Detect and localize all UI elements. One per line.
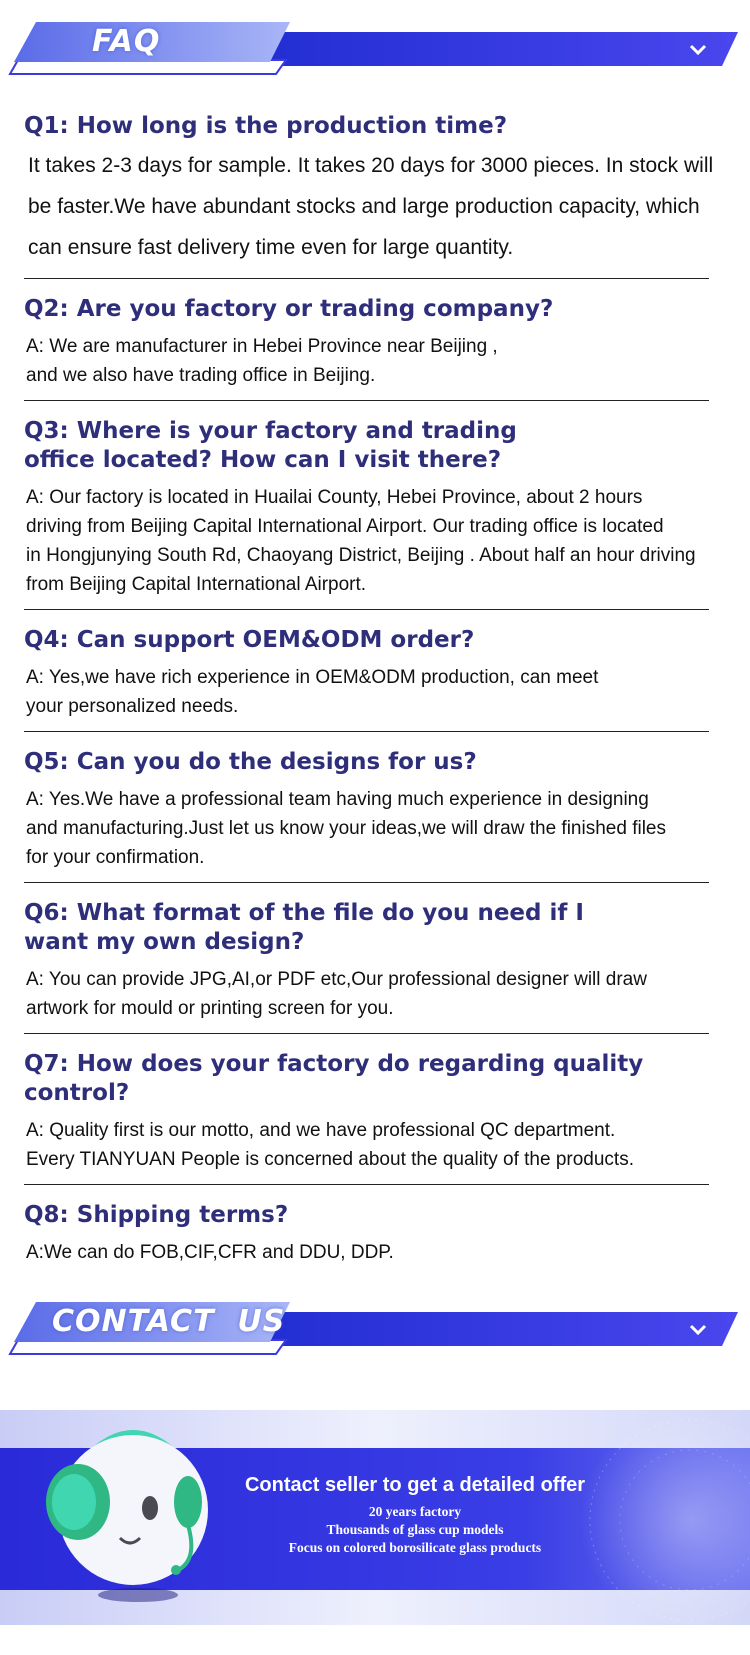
faq-list [24, 112, 714, 1267]
faq-answer-4: A: Yes,we have rich experience in OEM&ODM production, can meet your personalized needs. [26, 667, 599, 717]
contact-panel-line-1: 20 years factory [368, 1504, 462, 1519]
faq-question-3: Q3: Where is your factory and trading office located? How can I visit there? [24, 418, 517, 473]
faq-question-6: Q6: What format of the file do you need if I want my own design? [24, 900, 584, 955]
divider [24, 609, 709, 610]
faq-title: FAQ [92, 24, 161, 59]
headset-robot-mascot [38, 1410, 218, 1610]
faq-item-3 [24, 417, 714, 599]
faq-item-8 [24, 1201, 714, 1267]
faq-question-8: Q8: Shipping terms? [24, 1202, 289, 1228]
faq-answer-8: A:We can do FOB,CIF,CFR and DDU, DDP. [26, 1242, 394, 1263]
faq-question-5: Q5: Can you do the designs for us? [24, 749, 477, 775]
divider [24, 731, 709, 732]
contact-banner [0, 1302, 750, 1372]
divider [24, 882, 709, 883]
faq-item-5 [24, 748, 714, 872]
faq-item-7 [24, 1050, 714, 1174]
faq-question-7: Q7: How does your factory do regarding quality control? [24, 1051, 644, 1106]
contact-panel-line-3: Focus on colored borosilicate glass products [288, 1540, 542, 1555]
contact-panel [0, 1410, 750, 1625]
divider [24, 1184, 709, 1185]
faq-answer-3: A: Our factory is located in Huailai County, Hebei Province, about 2 hours driving from Beijing Capital International Airport. Our trading office is located in Hongjunying South Rd, Chaoyang District, Beijing . About half an hour driving from Beijing Capital International Airport. [26, 487, 696, 595]
faq-answer-7: A: Quality first is our motto, and we have professional QC department. Every TIANYUAN People is concerned about the quality of the products. [26, 1120, 634, 1170]
faq-item-6 [24, 899, 714, 1023]
faq-question-1: Q1: How long is the production time? [24, 113, 508, 139]
faq-answer-2: A: We are manufacturer in Hebei Province near Beijing , and we also have trading office in Beijing. [26, 336, 498, 386]
divider [24, 400, 709, 401]
faq-answer-1: It takes 2-3 days for sample. It takes 20 days for 3000 pieces. In stock will be faster.We have abundant stocks and large production capacity, which can ensure fast delivery time even for large quantity. [28, 154, 714, 259]
faq-item-2 [24, 295, 714, 390]
faq-answer-6: A: You can provide JPG,AI,or PDF etc,Our professional designer will draw artwork for mould or printing screen for you. [26, 969, 647, 1019]
faq-answer-5: A: Yes.We have a professional team having much experience in designing and manufacturing.Just let us know your ideas,we will draw the finished files for your confirmation. [26, 789, 666, 868]
divider [24, 278, 709, 279]
faq-item-1 [24, 112, 714, 268]
faq-item-4 [24, 626, 714, 721]
contact-title: CONTACT US [52, 1304, 286, 1339]
chevron-down-icon[interactable] [688, 42, 708, 58]
faq-banner [0, 22, 750, 92]
divider [24, 1033, 709, 1034]
contact-panel-line-2: Thousands of glass cup models [326, 1522, 504, 1537]
contact-panel-title: Contact seller to get a detailed offer [244, 1474, 586, 1496]
chevron-down-icon[interactable] [688, 1322, 708, 1338]
faq-question-2: Q2: Are you factory or trading company? [24, 296, 554, 322]
faq-question-4: Q4: Can support OEM&ODM order? [24, 627, 475, 653]
